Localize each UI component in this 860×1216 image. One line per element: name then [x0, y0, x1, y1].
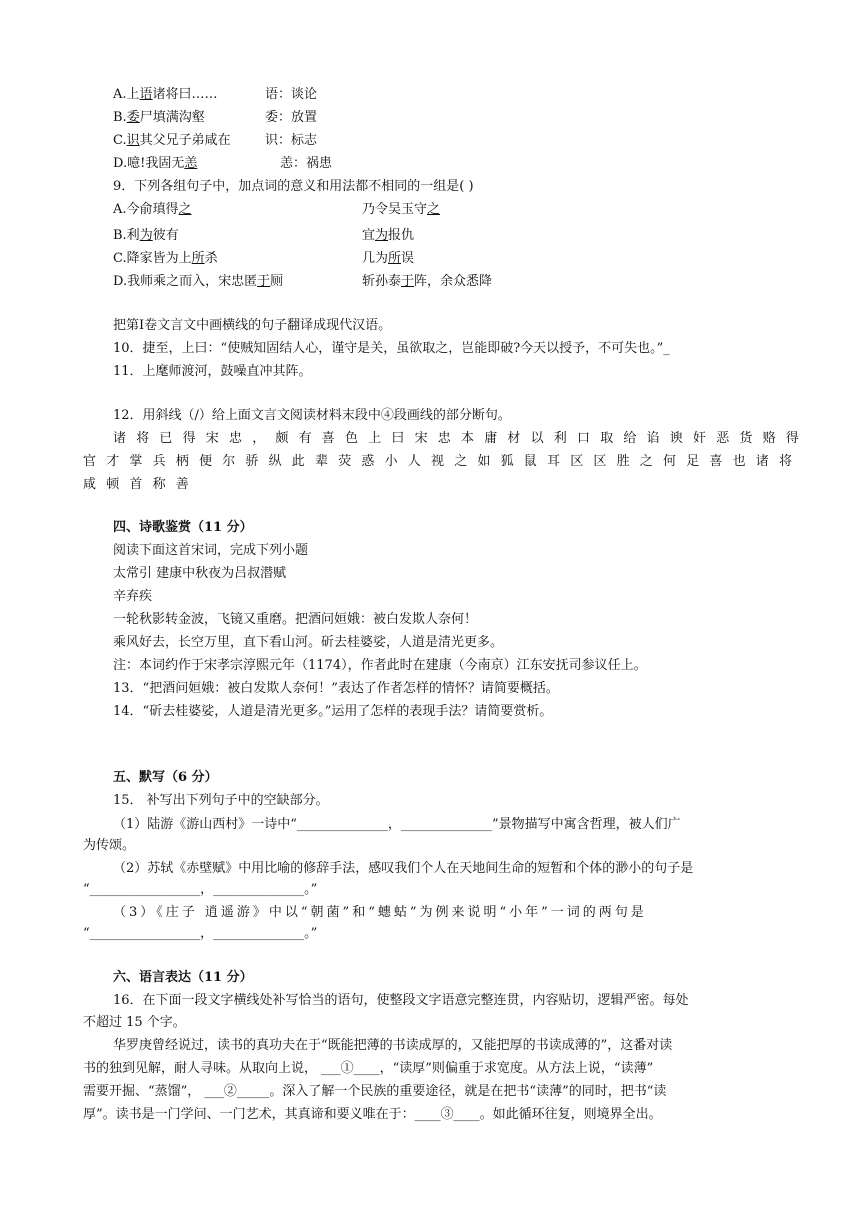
q15-item-3-blanks: “_________________，______________。” — [83, 926, 318, 941]
poem-note: 注：本词约作于宋孝宗淳熙元年（1174），作者此时在建康（今南京）江东安抚司参议任上。 — [113, 658, 647, 673]
section-4-intro: 阅读下面这首宋词，完成下列小题 — [113, 543, 309, 558]
passage-line-3: 需要开掘、“蒸馏”， ___②_____。深入了解一个民族的重要途径，就是在把书“读薄”的同时，把书“读 — [83, 1084, 667, 1099]
q8-gloss-b: 委：放置 — [265, 110, 318, 125]
passage-line-1: 华罗庚曾经说过，读书的真功夫在于“既能把薄的书读成厚的，又能把厚的书读成薄的”，这番对读 — [113, 1038, 673, 1053]
poem-author: 辛弃疾 — [113, 589, 153, 604]
q12-text-line-1: 诸将已得宋忠，颇有喜色上曰宋忠本庸材以利口取给谄谀奸恶货赂得 — [113, 431, 810, 446]
q8-gloss-a: 语：谈论 — [265, 87, 318, 102]
q12-stem: 12．用斜线（/）给上面文言文阅读材料末段中④段画线的部分断句。 — [113, 408, 511, 423]
q15-item-2-blanks: “_________________，______________。” — [83, 882, 318, 897]
q8-gloss-d: 恙：祸患 — [280, 156, 333, 171]
q15: 15． 补写出下列句子中的空缺部分。 — [113, 793, 329, 808]
q8-option-a: A.上语诸将曰…… — [113, 87, 218, 102]
passage-line-4: 厚”。读书是一门学问、一门艺术，其真谛和要义唯在于：____③____。如此循环往复，则境界全出。 — [83, 1107, 662, 1122]
q15-item-1-cont: 为传颂。 — [83, 838, 136, 853]
q9-stem: 9．下列各组句子中，加点词的意义和用法都不相同的一组是( ) — [113, 179, 474, 194]
q9-option-a-right: 乃令吴玉守之 — [362, 202, 441, 217]
q12-text-line-2: 官才掌兵柄便尔骄纵此辈荧惑小人视之如狐鼠耳区区胜之何足喜也诸将 — [83, 454, 803, 469]
q8-option-b: B.委尸填满沟壑 — [113, 110, 205, 125]
q10: 10．捷至，上曰：“使贼知固结人心，谨守是关，虽欲取之，岂能即破?今天以授予，不可失也。”_ — [113, 341, 670, 356]
poem-title: 太常引 建康中秋夜为吕叔潜赋 — [113, 566, 287, 581]
q9-option-d-right: 斩孙泰于阵，余众悉降 — [362, 274, 493, 289]
translate-intro: 把第Ⅰ卷文言文中画横线的句子翻译成现代汉语。 — [113, 318, 392, 333]
q9-option-b-right: 宜为报仇 — [362, 228, 415, 243]
q13: 13．“把酒问姮娥：被白发欺人奈何！”表达了作者怎样的情怀？请简要概括。 — [113, 681, 559, 696]
q8-option-d: D.噫!我固无恙 — [113, 156, 198, 171]
q11: 11．上麾师渡河，鼓噪直冲其阵。 — [113, 364, 312, 379]
section-4-title: 四、诗歌鉴赏（11 分） — [113, 520, 253, 535]
q12-text-line-3: 咸顿首称善 — [83, 477, 200, 492]
q15-item-1: （1）陆游《游山西村》一诗中“______________，______________”景物描写中寓含哲理，被人们广 — [113, 817, 681, 832]
poem-line-1: 一轮秋影转金波，飞镜又重磨。把酒问姮娥：被白发欺人奈何！ — [113, 612, 478, 627]
section-6-title: 六、语言表达（11 分） — [113, 970, 253, 985]
q9-option-d-left: D.我师乘之而入，宋忠匿于厕 — [113, 274, 284, 289]
q16-stem: 16．在下面一段文字横线处补写恰当的语句，使整段文字语意完整连贯，内容贴切，逻辑严密。每处 — [113, 993, 689, 1008]
q8-gloss-c: 识：标志 — [265, 133, 318, 148]
q9-option-c-right: 几为所误 — [362, 251, 415, 266]
q9-option-b-left: B.利为彼有 — [113, 228, 179, 243]
q9-option-c-left: C.降家皆为上所杀 — [113, 251, 218, 266]
q14: 14．“斫去桂婆娑，人道是清光更多。”运用了怎样的表现手法？请简要赏析。 — [113, 704, 553, 719]
poem-line-2: 乘风好去，长空万里，直下看山河。斫去桂婆娑，人道是清光更多。 — [113, 635, 504, 650]
passage-line-2: 书的独到见解，耐人寻味。从取向上说， ___①____，“读厚”则偏重于求宽度。从方法上说，“读薄” — [83, 1061, 654, 1076]
q15-item-3: （3）《庄子 逍遥游》中以“朝菌”和“蟪蛄”为例来说明“小年”一词的两句是 — [113, 905, 647, 920]
q9-option-a-left: A.今俞瑱得之 — [113, 202, 192, 217]
q8-option-c: C.识其父兄子弟咸在 — [113, 133, 231, 148]
q16-stem-cont: 不超过 15 个字。 — [83, 1015, 186, 1030]
section-5-title: 五、默写（6 分） — [113, 770, 218, 785]
q15-item-2: （2）苏轼《赤壁赋》中用比喻的修辞手法，感叹我们个人在天地间生命的短暂和个体的渺小的句子是 — [113, 861, 694, 876]
